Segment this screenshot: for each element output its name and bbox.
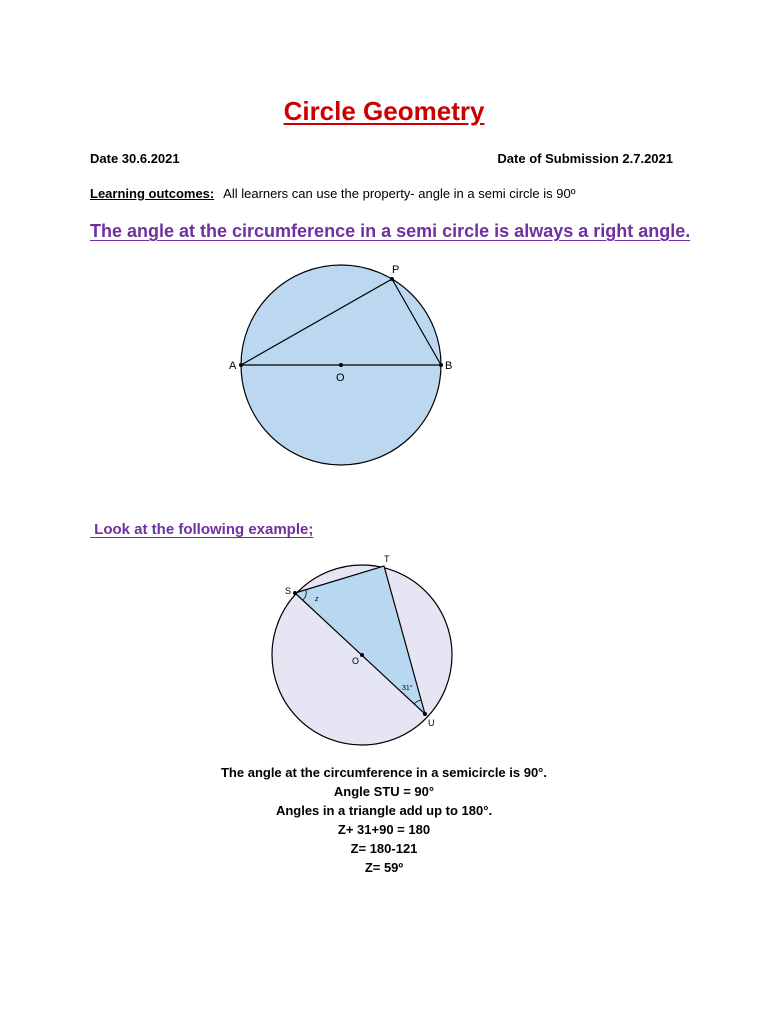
date: Date 30.6.2021 [90,151,180,166]
label-a: A [229,360,237,372]
label-s: S [285,586,292,596]
solution-line: Z= 59º [364,860,404,875]
label-u: U [428,718,435,728]
point-p [390,277,394,281]
label-o: O [336,372,345,384]
label-angle-31: 31° [402,685,413,692]
solution-line: Z= 180-121 [350,841,418,856]
solution-line: The angle at the circumference in a semicircle is 90°. [220,765,547,780]
point-a [239,363,243,367]
learning-outcomes-text: All learners can use the property- angle in a semi circle is 90º [223,186,576,201]
point-o [339,363,343,367]
label-z: z [315,596,319,603]
label-p: P [392,264,400,276]
solution-text [0,763,768,877]
point-s [293,591,297,595]
submission-date: Date of Submission 2.7.2021 [497,151,673,166]
label-b: B [445,360,453,372]
solution-line: Angle STU = 90° [333,784,435,799]
page-title: Circle Geometry [283,96,485,126]
headline: The angle at the circumference in a semi circle is always a right angle. [90,221,691,241]
label-t: T [384,554,390,564]
solution-line: Z+ 31+90 = 180 [337,822,431,837]
label-o2: O [352,656,360,666]
point-b [439,363,443,367]
solution-line: Angles in a triangle add up to 180°. [275,803,493,818]
point-u [423,712,427,716]
point-o2 [360,653,364,657]
learning-outcomes-label: Learning outcomes: [90,186,215,201]
example-heading: Look at the following example; [90,521,314,538]
